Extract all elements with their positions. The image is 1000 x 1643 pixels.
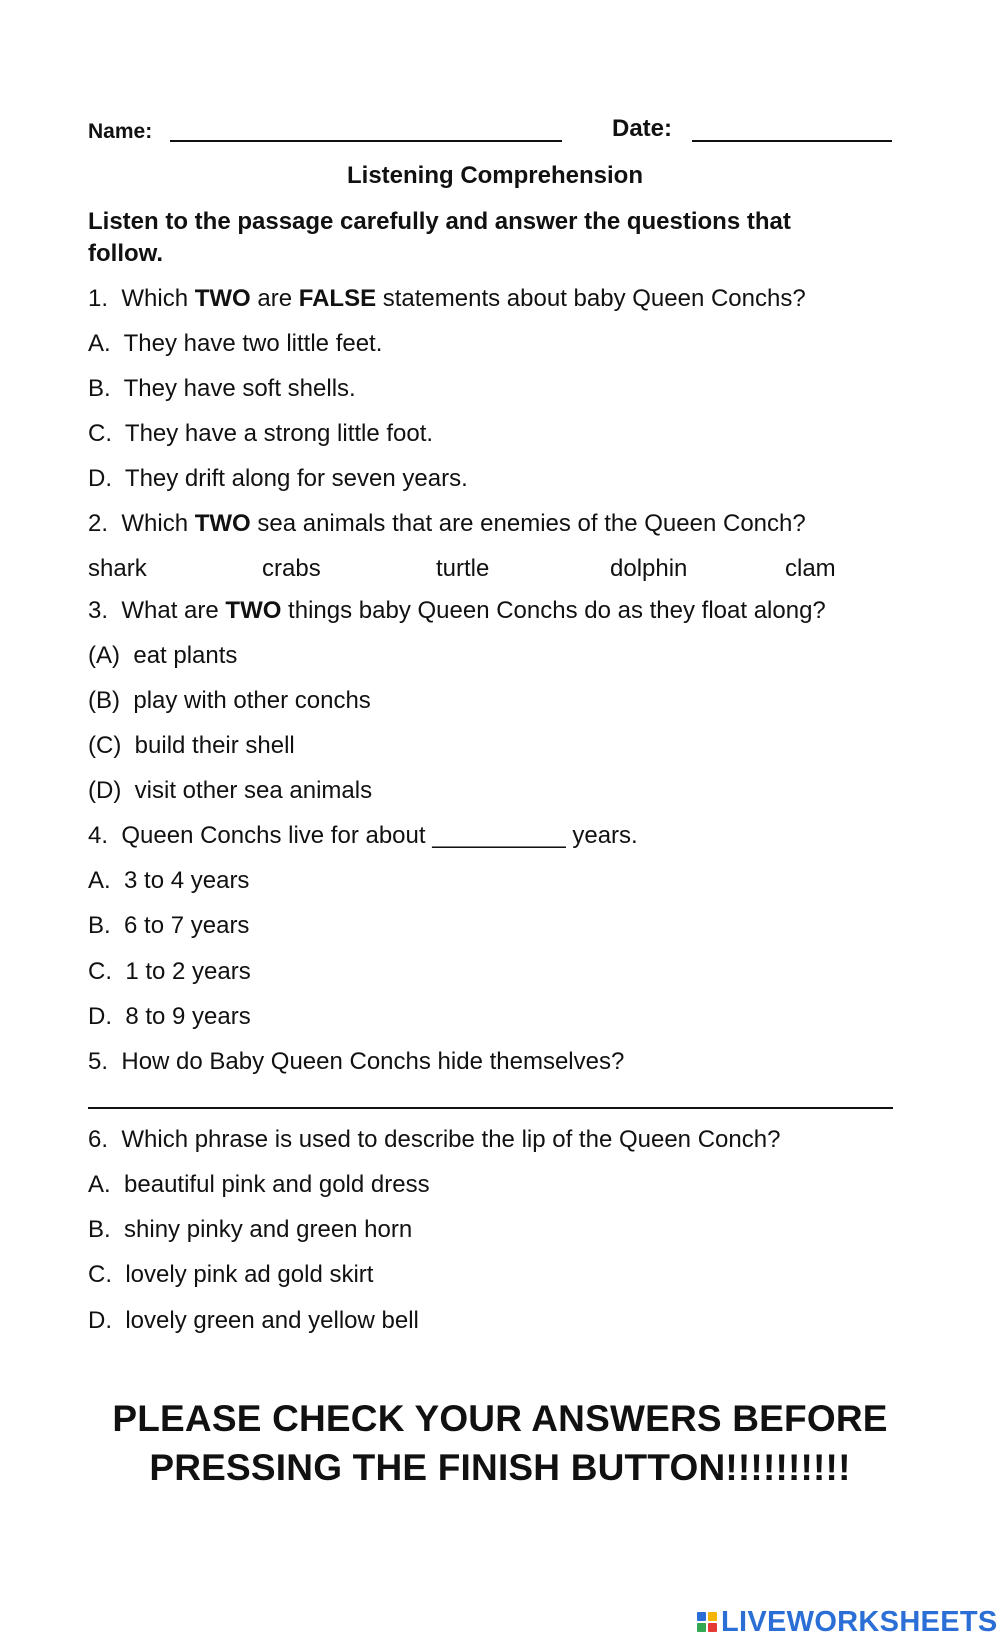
q3-option-d[interactable]: (D) visit other sea animals — [88, 777, 373, 804]
question-3: 3. What are TWO things baby Queen Conchs do as they float along? — [88, 597, 826, 624]
name-blank-line[interactable] — [170, 140, 562, 142]
q1-option-a[interactable]: A. They have two little feet. — [88, 330, 383, 357]
name-label: Name: — [88, 120, 153, 143]
question-2: 2. Which TWO sea animals that are enemies of the Queen Conch? — [88, 510, 806, 537]
q2-choice-dolphin[interactable]: dolphin — [610, 555, 688, 582]
q4-option-d[interactable]: D. 8 to 9 years — [88, 1003, 251, 1030]
liveworksheets-logo-icon — [697, 1612, 717, 1632]
q3-option-a[interactable]: (A) eat plants — [88, 642, 238, 669]
q2-choice-crabs[interactable]: crabs — [262, 555, 321, 582]
q4-option-b[interactable]: B. 6 to 7 years — [88, 912, 250, 939]
q2-choice-shark[interactable]: shark — [88, 555, 147, 582]
question-number: 1. — [88, 285, 109, 312]
date-label: Date: — [612, 115, 673, 142]
q2-choice-turtle[interactable]: turtle — [436, 555, 490, 582]
question-4: 4. Queen Conchs live for about __________ years. — [88, 822, 638, 849]
q6-option-a[interactable]: A. beautiful pink and gold dress — [88, 1171, 430, 1198]
page-title: Listening Comprehension — [346, 162, 643, 189]
logo-text: LIVEWORKSHEETS — [721, 1606, 998, 1638]
q4-option-c[interactable]: C. 1 to 2 years — [88, 958, 251, 985]
question-6: 6. Which phrase is used to describe the lip of the Queen Conch? — [88, 1126, 781, 1153]
q1-option-b[interactable]: B. They have soft shells. — [88, 375, 356, 402]
q4-option-a[interactable]: A. 3 to 4 years — [88, 867, 250, 894]
q2-choice-clam[interactable]: clam — [785, 555, 836, 582]
q6-option-b[interactable]: B. shiny pinky and green horn — [88, 1216, 413, 1243]
q3-option-c[interactable]: (C) build their shell — [88, 732, 295, 759]
instructions-line-2: follow. — [88, 240, 164, 267]
liveworksheets-logo[interactable] — [697, 1606, 998, 1638]
q5-answer-line[interactable] — [88, 1107, 893, 1109]
banner-line-1: PLEASE CHECK YOUR ANSWERS BEFORE — [112, 1398, 888, 1439]
q1-option-d[interactable]: D. They drift along for seven years. — [88, 465, 468, 492]
date-blank-line[interactable] — [692, 140, 892, 142]
q6-option-d[interactable]: D. lovely green and yellow bell — [88, 1307, 419, 1334]
q6-option-c[interactable]: C. lovely pink ad gold skirt — [88, 1261, 374, 1288]
question-5: 5. How do Baby Queen Conchs hide themselves? — [88, 1048, 625, 1075]
q1-option-c[interactable]: C. They have a strong little foot. — [88, 420, 434, 447]
instructions-line-1: Listen to the passage carefully and answer the questions that — [88, 208, 791, 235]
question-1: 1. Which TWO are FALSE statements about baby Queen Conchs? — [88, 285, 806, 312]
banner-line-2: PRESSING THE FINISH BUTTON!!!!!!!!!! — [149, 1447, 851, 1488]
q3-option-b[interactable]: (B) play with other conchs — [88, 687, 371, 714]
